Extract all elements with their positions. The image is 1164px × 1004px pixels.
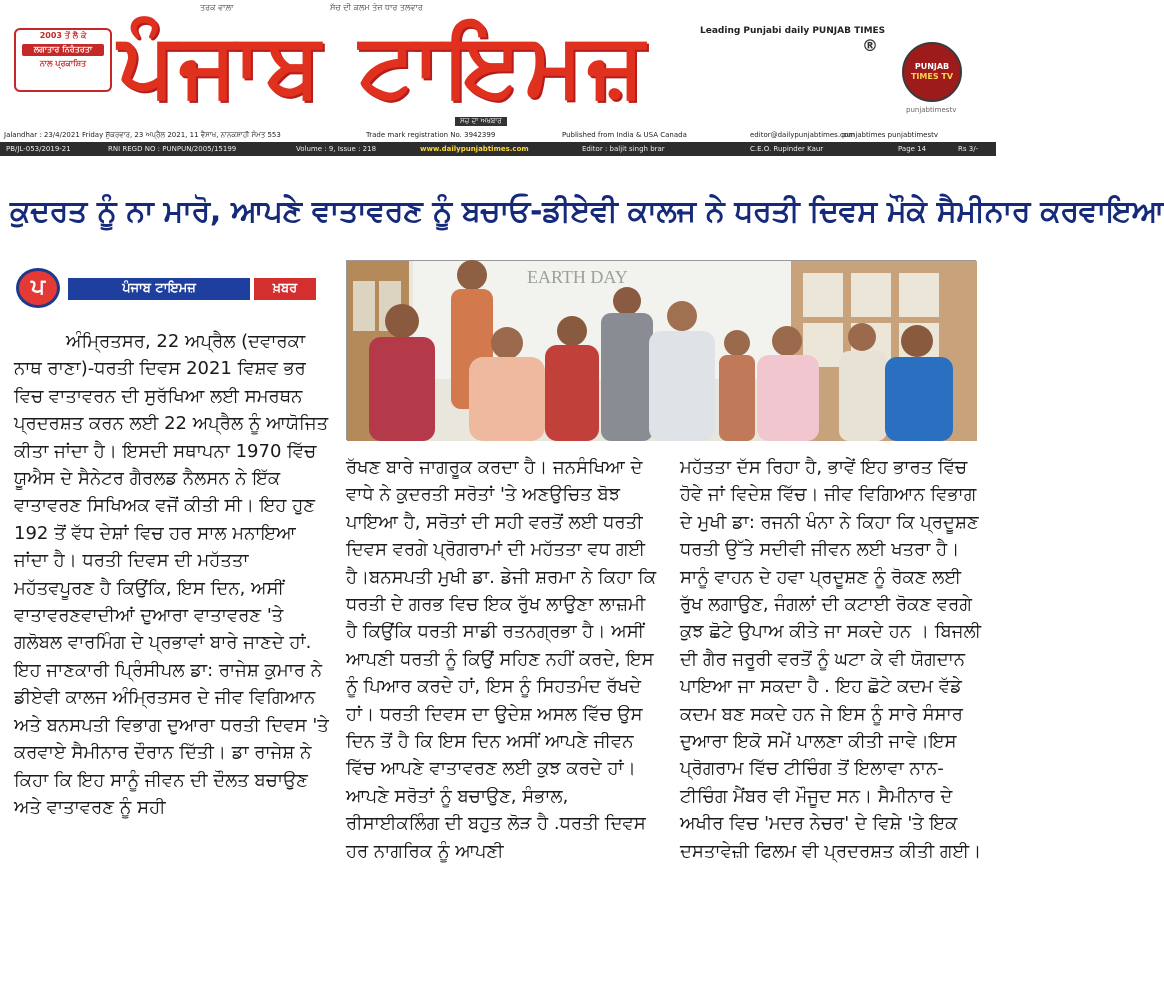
article-column-2: ਰੱਖਣ ਬਾਰੇ ਜਾਗਰੂਕ ਕਰਦਾ ਹੈ। ਜਨਸੰਖਿਆ ਦੇ ਵਾਧੇ ਨੇ ਕੁਦਰਤੀ ਸਰੋਤਾਂ 'ਤੇ ਅਣਉਚਿਤ ਬੋਝ ਪਾਇਆ ਹੈ, ਸਰੋਤਾਂ ਦੀ ਸਹੀ ਵਰਤੋਂ ਲਈ ਧਰਤੀ ਦਿਵਸ ਵਰਗੇ ਪ੍ਰੋਗਰਾਮਾਂ ਦੀ ਮਹੱਤਤਾ ਵਧ ਗਈ ਹੈ।ਬਨਸਪਤੀ ਮੁਖੀ ਡਾ. ਡੇਜੀ ਸ਼ਰਮਾ ਨੇ ਕਿਹਾ ਕਿ ਧਰਤੀ ਦੇ ਗਰਭ ਵਿਚ ਇਕ ਰੁੱਖ ਲਾਉਣਾ ਲਾਜ਼ਮੀ ਹੈ ਕਿਉਂਕਿ ਧਰਤੀ ਸਾਡੀ ਰਤਨਗ੍ਰਭਾ ਹੈ। ਅਸੀਂ ਆਪਣੀ ਧਰਤੀ ਨੂੰ ਕਿਉਂ ਸਹਿਣ ਨਹੀਂ ਕਰਦੇ, ਇਸ ਨੂੰ ਪਿਆਰ ਕਰਦੇ ਹਾਂ, ਇਸ ਨੂੰ ਸਿਹਤਮੰਦ ਰੱਖਦੇ ਹਾਂ। ਧਰਤੀ ਦਿਵਸ ਦਾ ਉਦੇਸ਼ ਅਸਲ ਵਿੱਚ ਉਸ ਦਿਨ ਤੋਂ ਹੈ ਕਿ ਇਸ ਦਿਨ ਅਸੀਂ ਆਪਣੇ ਜੀਵਨ ਵਿੱਚ ਆਪਣੇ ਵਾਤਾਵਰਣ ਲਈ ਕੁਝ ਕਰਦੇ ਹਾਂ।ਆਪਣੇ ਸਰੋਤਾਂ ਨੂੰ ਬਚਾਉਣ, ਸੰਭਾਲ, ਰੀਸਾਈਕਲਿੰਗ ਦੀ ਬਹੁਤ ਲੋੜ ਹੈ .ਧਰਤੀ ਦਿਵਸ ਹਰ ਨਾਗਰਿਕ ਨੂੰ ਆਪਣੀ — [346, 457, 657, 862]
rni-number: RNI REGD NO : PUNPUN/2005/15199 — [108, 145, 237, 153]
editor-name: Editor : baljit singh brar — [582, 145, 665, 153]
trademark-text: Trade mark registration No. 3942399 — [366, 131, 496, 139]
registered-mark: ® — [862, 36, 878, 55]
badge-line: 2003 ਤੋਂ ਲੈ ਕੇ — [39, 31, 87, 40]
newspaper-logo: ਪੰਜਾਬ ਟਾਇਮਜ਼ — [118, 13, 649, 116]
info-bar — [0, 142, 996, 156]
section-name: ਪੰਜਾਬ ਟਾਇਮਜ਼ — [68, 278, 250, 300]
article-column-1: ਅੰਮ੍ਰਿਤਸਰ, 22 ਅਪ੍ਰੈਲ (ਦਵਾਰਕਾ ਨਾਥ ਰਾਣਾ)-ਧਰਤੀ ਦਿਵਸ 2021 ਵਿਸ਼ਵ ਭਰ ਵਿਚ ਵਾਤਾਵਰਨ ਦੀ ਸੁਰੱਖਿਆ ਲਈ ਸਮਰਥਨ ਪ੍ਰਦਰਸ਼ਤ ਕਰਨ ਲਈ 22 ਅਪ੍ਰੈਲ ਨੂੰ ਆਯੋਜਿਤ ਕੀਤਾ ਜਾਂਦਾ ਹੈ। ਇਸਦੀ ਸਥਾਪਨਾ 1970 ਵਿੱਚ ਯੂਐਸ ਦੇ ਸੈਨੇਟਰ ਗੈਰਲਡ ਨੈਲਸਨ ਨੇ ਇੱਕ ਵਾਤਾਵਰਣ ਸਿਖਿਅਕ ਵਜੋਂ ਕੀਤੀ ਸੀ। ਇਹ ਹੁਣ 192 ਤੋਂ ਵੱਧ ਦੇਸ਼ਾਂ ਵਿਚ ਹਰ ਸਾਲ ਮਨਾਇਆ ਜਾਂਦਾ ਹੈ। ਧਰਤੀ ਦਿਵਸ ਦੀ ਮਹੱਤਤਾ ਮਹੱਤਵਪੂਰਣ ਹੈ ਕਿਉਂਕਿ, ਇਸ ਦਿਨ, ਅਸੀਂ ਵਾਤਾਵਰਣਵਾਦੀਆਂ ਦੁਆਰਾ ਵਾਤਾਵਰਣ 'ਤੇ ਗਲੋਬਲ ਵਾਰਮਿੰਗ ਦੇ ਪ੍ਰਭਾਵਾਂ ਬਾਰੇ ਜਾਣਦੇ ਹਾਂ. ਇਹ ਜਾਣਕਾਰੀ ਪ੍ਰਿੰਸੀਪਲ ਡਾ: ਰਾਜੇਸ਼ ਕੁਮਾਰ ਨੇ ਡੀਏਵੀ ਕਾਲਜ ਅੰਮ੍ਰਿਤਸਰ ਦੇ ਜੀਵ ਵਿਗਿਆਨ ਅਤੇ ਬਨਸਪਤੀ ਵਿਭਾਗ ਦੁਆਰਾ ਧਰਤੀ ਦਿਵਸ 'ਤੇ ਕਰਵਾਏ ਸੈਮੀਨਾਰ ਦੌਰਾਨ ਦਿੱਤੀ। ਡਾ ਰਾਜੇਸ਼ ਨੇ ਕਿਹਾ ਕਿ ਇਹ ਸਾਨੂੰ ਜੀਵਨ ਦੀ ਦੌਲਤ ਬਚਾਉਣ ਅਤੇ ਵਾਤਾਵਰਣ ਨੂੰ ਸਹੀ — [14, 331, 329, 818]
pb-number: PB/JL-053/2019-21 — [6, 145, 71, 153]
earth-day-banner: EARTH DAY — [527, 267, 628, 287]
website-link[interactable]: www.dailypunjabtimes.com — [420, 145, 529, 153]
dateline: Jalandhar : 23/4/2021 Friday ਸ਼ੁੱਕਰਵਾਰ, 23 ਅਪ੍ਰੈਲ 2021, 11 ਵੈਸਾਖ, ਨਾਨਕਸ਼ਾਹੀ ਸੰਮਤ 553 — [4, 131, 281, 139]
event-photo — [346, 260, 976, 440]
section-tag: ਖ਼ਬਰ — [254, 278, 316, 300]
tv-logo — [902, 42, 962, 102]
published-text: Published from India & USA Canada — [562, 131, 687, 139]
masthead — [0, 0, 996, 153]
social-handles: punjabtimes punjabtimestv — [842, 131, 939, 139]
badge-line: ਨਾਲ ਪ੍ਰਕਾਸ਼ਿਤ — [39, 59, 87, 68]
editor-email: editor@dailypunjabtimes.com — [750, 131, 855, 139]
section-label — [16, 268, 316, 308]
page-number: Page 14 — [898, 145, 927, 153]
leading-tag: Leading Punjabi daily PUNJAB TIMES — [700, 26, 886, 36]
tagline: ਸੱਚ ਦੀ ਕਲਮ ਤੇਜ਼ ਧਾਰ ਤਲਵਾਰ — [330, 3, 423, 12]
section-logo: ਪ — [16, 268, 60, 308]
event-photo-illustration — [347, 261, 977, 441]
badge-line: ਲਗਾਤਾਰ ਨਿਰੰਤਰਤਾ — [22, 44, 104, 56]
motto-strip: ਸਚ ਦਾ ਅਖਬਾਰ — [455, 117, 507, 126]
article-column-3: ਮਹੱਤਤਾ ਦੱਸ ਰਿਹਾ ਹੈ, ਭਾਵੇਂ ਇਹ ਭਾਰਤ ਵਿੱਚ ਹੋਵੇ ਜਾਂ ਵਿਦੇਸ਼ ਵਿੱਚ। ਜੀਵ ਵਿਗਿਆਨ ਵਿਭਾਗ ਦੇ ਮੁਖੀ ਡਾ: ਰਜਨੀ ਖੰਨਾ ਨੇ ਕਿਹਾ ਕਿ ਪ੍ਰਦੂਸ਼ਣ ਧਰਤੀ ਉੱਤੇ ਸਦੀਵੀ ਜੀਵਨ ਲਈ ਖਤਰਾ ਹੈ। ਸਾਨੂੰ ਵਾਹਨ ਦੇ ਹਵਾ ਪ੍ਰਦੂਸ਼ਣ ਨੂੰ ਰੋਕਣ ਲਈ ਰੁੱਖ ਲਗਾਉਣ, ਜੰਗਲਾਂ ਦੀ ਕਟਾਈ ਰੋਕਣ ਵਰਗੇ ਕੁਝ ਛੋਟੇ ਉਪਾਅ ਕੀਤੇ ਜਾ ਸਕਦੇ ਹਨ । ਬਿਜਲੀ ਦੀ ਗੈਰ ਜਰੂਰੀ ਵਰਤੋਂ ਨੂੰ ਘਟਾ ਕੇ ਵੀ ਯੋਗਦਾਨ ਪਾਇਆ ਜਾ ਸਕਦਾ ਹੈ . ਇਹ ਛੋਟੇ ਕਦਮ ਵੱਡੇ ਕਦਮ ਬਣ ਸਕਦੇ ਹਨ ਜੇ ਇਸ ਨੂੰ ਸਾਰੇ ਸੰਸਾਰ ਦੁਆਰਾ ਇਕੋ ਸਮੇਂ ਪਾਲਣਾ ਕੀਤੀ ਜਾਵੇ।ਇਸ ਪ੍ਰੋਗਰਾਮ ਵਿੱਚ ਟੀਚਿੰਗ ਤੋਂ ਇਲਾਵਾ ਨਾਨ-ਟੀਚਿੰਗ ਮੈਂਬਰ ਵੀ ਮੌਜੂਦ ਸਨ। ਸੈਮੀਨਾਰ ਦੇ ਅਖੀਰ ਵਿਚ 'ਮਦਰ ਨੇਚਰ' ਦੇ ਵਿਸ਼ੇ 'ਤੇ ਇਕ ਦਸਤਾਵੇਜ਼ੀ ਫਿਲਮ ਵੀ ਪ੍ਰਦਰਸ਼ਤ ਕੀਤੀ ਗਈ। — [680, 457, 982, 862]
since-badge — [14, 28, 112, 92]
volume-issue: Volume : 9, Issue : 218 — [296, 145, 377, 153]
tv-logo-line: TIMES TV — [910, 72, 954, 81]
tv-logo-line: PUNJAB — [914, 62, 950, 71]
article-headline: ਕੁਦਰਤ ਨੂੰ ਨਾ ਮਾਰੋ, ਆਪਣੇ ਵਾਤਾਵਰਣ ਨੂੰ ਬਚਾਓ-ਡੀਏਵੀ ਕਾਲਜ ਨੇ ਧਰਤੀ ਦਿਵਸ ਮੌਕੇ ਸੈਮੀਨਾਰ ਕਰਵਾਇਆ — [10, 194, 1164, 229]
top-small-text: ਤਰਕ ਵਾਲ਼ਾ — [200, 3, 234, 12]
ceo-name: C.E.O. Rupinder Kaur — [750, 145, 824, 153]
price: Rs 3/- — [958, 145, 979, 153]
tv-handle: punjabtimestv — [906, 106, 957, 114]
